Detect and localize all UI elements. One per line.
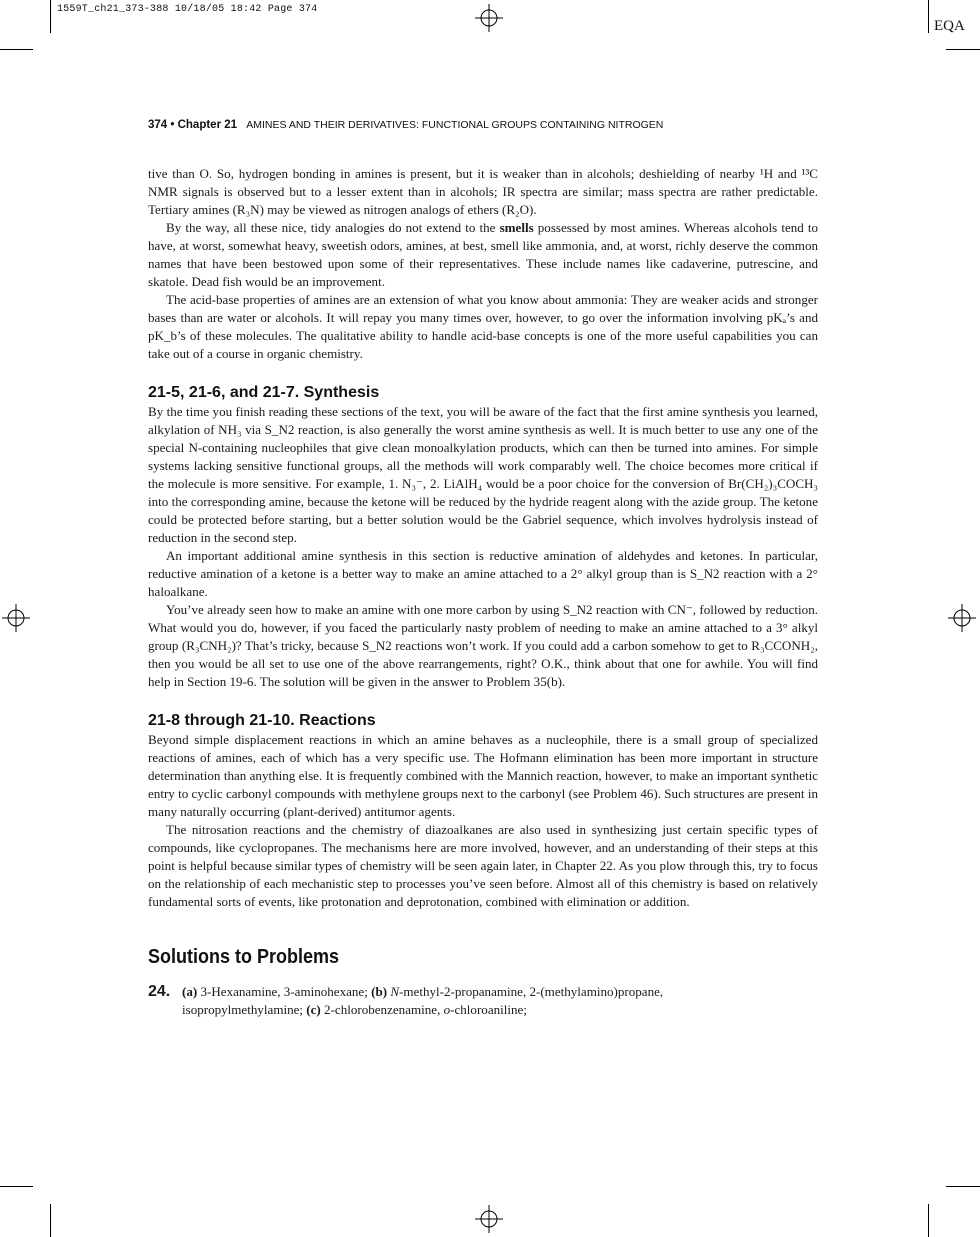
- page-body: [148, 165, 818, 1019]
- registration-mark-icon: [948, 604, 976, 632]
- body-paragraph: By the way, all these nice, tidy analogies do not extend to the smells possessed by most amines. Whereas alcohols tend to have, at worst, somewhat heavy, sweetish odors, amines, at best, smell like ammonia, and, at worst, richly deserve the common names that have been bestowed upon some of their representatives. These include names like cadaverine, putrescine, and skatole. Dead fish would be an improvement.: [148, 220, 819, 289]
- corner-mark: EQA: [934, 18, 965, 34]
- crop-mark: [50, 0, 51, 33]
- crop-mark: [0, 1186, 33, 1187]
- running-head: [148, 119, 663, 131]
- registration-mark-icon: [475, 1205, 503, 1233]
- body-paragraph: tive than O. So, hydrogen bonding in amines is present, but it is weaker than in alcohols; deshielding of nearby ¹H and ¹³C NMR signals is observed but to a lesser extent than in alcohols; IR spectra are similar; mass spectra are rather predictable. Tertiary amines (R₃N) may be viewed as nitrogen analogs of ethers (R₂O).: [148, 166, 818, 217]
- body-paragraph: Beyond simple displacement reactions in which an amine behaves as a nucleophile, there is a small group of specialized reactions of amines, each of which has a very specific use. The Hofmann elimination has been more important in structure determination than anything else. It is frequently combined with the Mannich reaction, however, to make an important synthetic entry to cyclic carbonyl compounds with methylene groups next to the carbonyl (see Problem 46). Such structures are present in many naturally occurring (plant-derived) antitumor agents.: [148, 732, 818, 819]
- crop-mark: [946, 1186, 980, 1187]
- page-chapter-label: 374 • Chapter 21: [148, 119, 238, 131]
- registration-mark-icon: [475, 4, 503, 32]
- body-paragraph: You’ve already seen how to make an amine with one more carbon by using S_N2 reaction with CN⁻, followed by reduction. What would you do, however, if you faced the particularly nasty problem of needing to make an amine attached to a 3° alkyl group (R₃CNH₂)? That’s tricky, because S_N2 reactions won’t work. If you could add a carbon somehow to get to R₃CCONH₂, then you would be all set to use one of the above rearrangements, right? O.K., think about that one for awhile. You will find help in Section 19-6. The solution will be given in the answer to Problem 35(b).: [148, 602, 818, 689]
- section-heading: 21-8 through 21-10. Reactions: [148, 712, 376, 729]
- body-paragraph: By the time you finish reading these sections of the text, you will be aware of the fact that the first amine synthesis you learned, alkylation of NH₃ via S_N2 reaction, is also generally the worst amine synthesis as well. It is much better to use any one of the special N-containing nucleophiles that give clean monoalkylation products, which can then be turned into amines. For simple systems lacking sensitive functional groups, all the methods will work comparably well. The choice becomes more critical if the molecule is more sensitive. For example, 1. N₃⁻, 2. LiAlH₄ would be a poor choice for the conversion of Br(CH₂)₃COCH₃ into the corresponding amine, because the ketone will be reduced by the hydride reagent along with the azide group. The ketone could be protected before starting, but a better solution would be the Gabriel sequence, which involves hydrolysis instead of reduction in the second step.: [148, 404, 818, 545]
- body-paragraph: The nitrosation reactions and the chemistry of diazoalkanes are also used in synthesizing just certain specific types of compounds, like cyclopropanes. The mechanisms here are more involved, however, and an understanding of their steps at this point is helpful because similar types of chemistry will be seen again later, in Chapter 22. As you plow through this, try to focus on the relationship of each mechanistic step to processes you’ve seen before. Almost all of this chemistry is based on relatively fundamental sorts of events, like protonation and deprotonation, combined with elimination or addition.: [148, 822, 818, 909]
- problem-item: [148, 983, 818, 1019]
- problem-number: 24.: [148, 983, 171, 1000]
- chapter-title: AMINES AND THEIR DERIVATIVES: FUNCTIONAL GROUPS CONTAINING NITROGEN: [246, 119, 664, 131]
- problem-answer: (a) 3-Hexanamine, 3-aminohexane; (b) N-methyl-2-propanamine, 2-(methylamino)propane, isopropylmethylamine; (c) 2-chlorobenzenamine, o-chloroaniline;: [182, 984, 664, 1017]
- crop-mark: [946, 49, 980, 50]
- print-slug: 1559T_ch21_373-388 10/18/05 18:42 Page 374: [57, 4, 318, 15]
- crop-mark: [928, 0, 929, 33]
- crop-mark: [0, 49, 33, 50]
- emphasis: smells: [499, 220, 534, 235]
- solutions-heading: Solutions to Problems: [148, 946, 340, 968]
- crop-mark: [50, 1204, 51, 1237]
- registration-mark-icon: [2, 604, 30, 632]
- body-paragraph: The acid-base properties of amines are an extension of what you know about ammonia: They are weaker acids and stronger bases than are water or alcohols. It will repay you many times over, however, to go over the information involving pKₐ’s and pK_b’s of these molecules. The qualitative ability to handle acid-base concepts is one of the more useful capabilities you can take out of a course in organic chemistry.: [148, 292, 818, 361]
- section-heading: 21-5, 21-6, and 21-7. Synthesis: [148, 384, 380, 401]
- crop-mark: [928, 1204, 929, 1237]
- body-paragraph: An important additional amine synthesis in this section is reductive amination of aldehydes and ketones. In particular, reductive amination of a ketone is a better way to make an amine attached to a 2° alkyl group than is S_N2 reaction with a 2° haloalkane.: [148, 548, 818, 599]
